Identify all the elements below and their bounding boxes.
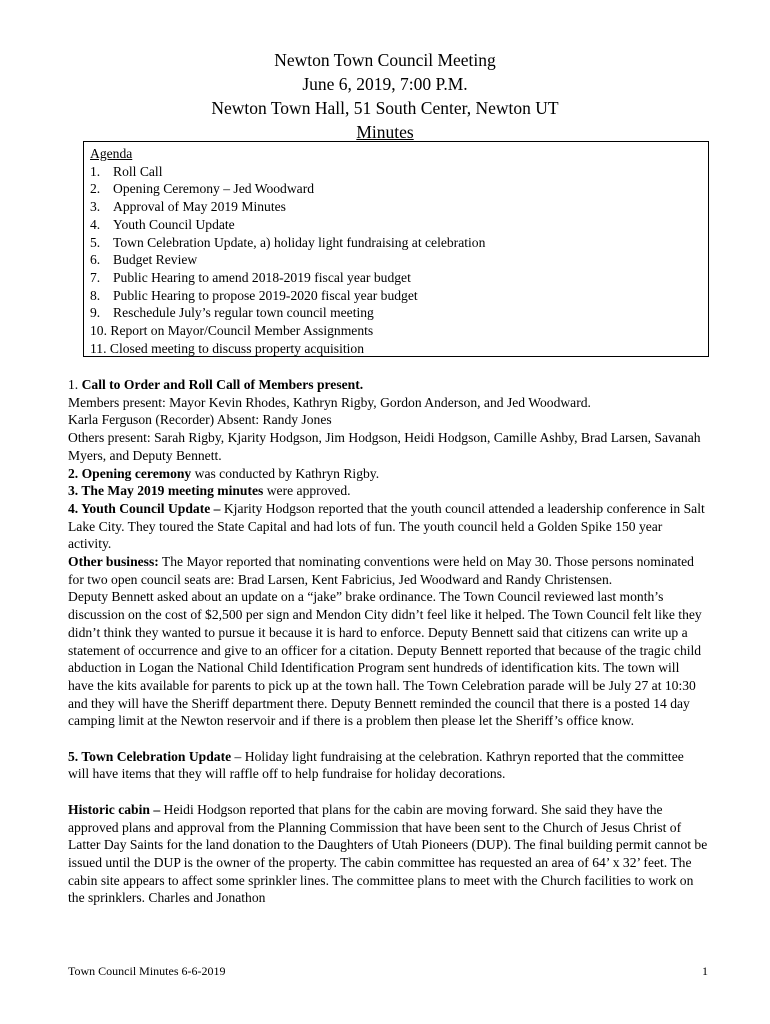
- agenda-item: 9. Reschedule July’s regular town council meeting: [90, 305, 374, 321]
- agenda-item: 1. Roll Call: [90, 163, 163, 179]
- section-youth-council: 4. Youth Council Update – Kjarity Hodgson reported that the youth council attended a leadership conference in Salt Lake City. They toured the State Capital and had lots of fun. The youth council held a Golden Spike 150 year activity.: [68, 500, 705, 552]
- deputy-bennett-report: Deputy Bennett asked about an update on a “jake” brake ordinance. The Town Council reviewed last month’s discussion on the cost of $2,500 per sign and Mendon City didn’t feel like it helped. The Town Council felt like they didn’t think they wanted to pursue it because it is hard to enforce. Deputy Bennett said that citizens can write up a statement of occurrence and give to an officer for a citation. Deputy Bennett reported that because of the tragic child abduction in Logan the National Child Identification Program sent hundreds of identification kits. The town will have the kits available for parents to pick up at the town hall. The Town Celebration parade will be July 27 at 10:30 and they will have the Sheriff department there. Deputy Bennett reminded the council that there is a posted 14 day camping limit at the Newton reservoir and if there is a problem then please let the Sheriff’s office know.: [68, 589, 702, 729]
- agenda-title: Agenda: [90, 146, 133, 161]
- members-present: Members present: Mayor Kevin Rhodes, Kathryn Rigby, Gordon Anderson, and Jed Woodward.: [68, 394, 591, 410]
- agenda-item: 5. Town Celebration Update, a) holiday light fundraising at celebration: [90, 234, 486, 250]
- paragraph-gap: [68, 730, 708, 748]
- recorder-absent: Karla Ferguson (Recorder) Absent: Randy Jones: [68, 412, 332, 428]
- meeting-location: Newton Town Hall, 51 South Center, Newton UT: [211, 98, 559, 118]
- agenda-item: 10. Report on Mayor/Council Member Assignments: [90, 323, 374, 339]
- footer-document-name: Town Council Minutes 6-6-2019: [68, 964, 226, 978]
- agenda-item: 2. Opening Ceremony – Jed Woodward: [90, 181, 315, 197]
- page-number: 1: [702, 964, 708, 978]
- paragraph-gap: [68, 783, 708, 801]
- agenda-item: 3. Approval of May 2019 Minutes: [90, 199, 286, 215]
- section-opening-ceremony: 2. Opening ceremony was conducted by Kathryn Rigby.: [68, 465, 380, 481]
- section-minutes-approval: 3. The May 2019 meeting minutes were approved.: [68, 483, 351, 499]
- agenda-item: 6. Budget Review: [90, 252, 198, 268]
- meeting-date: June 6, 2019, 7:00 P.M.: [302, 74, 468, 94]
- section-town-celebration: 5. Town Celebration Update – Holiday light fundraising at the celebration. Kathryn reported that the committee will have items that they will raffle off to help fundraise for holiday decorations.: [68, 748, 684, 782]
- section-historic-cabin: Historic cabin – Heidi Hodgson reported that plans for the cabin are moving forward. She said they have the approved plans and approval from the Planning Commission that have been sent to the Church of Jesus Christ of Latter Day Saints for the land donation to the Daughters of Utah Pioneers (DUP). The final building permit cannot be issued until the DUP is the owner of the property. The cabin committee has requested an area of 64’ x 32’ feet. The cabin site appears to affect some sprinkler lines. The committee plans to meet with the Church facilities to work on the sprinklers. Charles and Jonathon: [68, 801, 708, 906]
- others-present: Others present: Sarah Rigby, Kjarity Hodgson, Jim Hodgson, Heidi Hodgson, Camille Ashby, Brad Larsen, Savanah Myers, and Deputy Bennett.: [68, 430, 701, 463]
- document-header: [0, 48, 770, 144]
- agenda-item: 4. Youth Council Update: [90, 216, 235, 232]
- page-footer: [68, 964, 708, 979]
- minutes-body: [68, 376, 708, 907]
- section-other-business: Other business: The Mayor reported that nominating conventions were held on May 30. Those persons nominated for two open council seats are: Brad Larsen, Kent Fabricius, Jed Woodward and Randy Christensen.: [68, 554, 694, 587]
- agenda-item: 11. Closed meeting to discuss property acquisition: [90, 340, 364, 356]
- agenda-item: 7. Public Hearing to amend 2018-2019 fiscal year budget: [90, 269, 411, 285]
- agenda-item: 8. Public Hearing to propose 2019-2020 fiscal year budget: [90, 287, 418, 303]
- minutes-heading: Minutes: [356, 122, 414, 142]
- agenda-box: [83, 141, 709, 357]
- meeting-title: Newton Town Council Meeting: [274, 50, 496, 70]
- section-roll-call: 1. Call to Order and Roll Call of Members present.: [68, 377, 364, 392]
